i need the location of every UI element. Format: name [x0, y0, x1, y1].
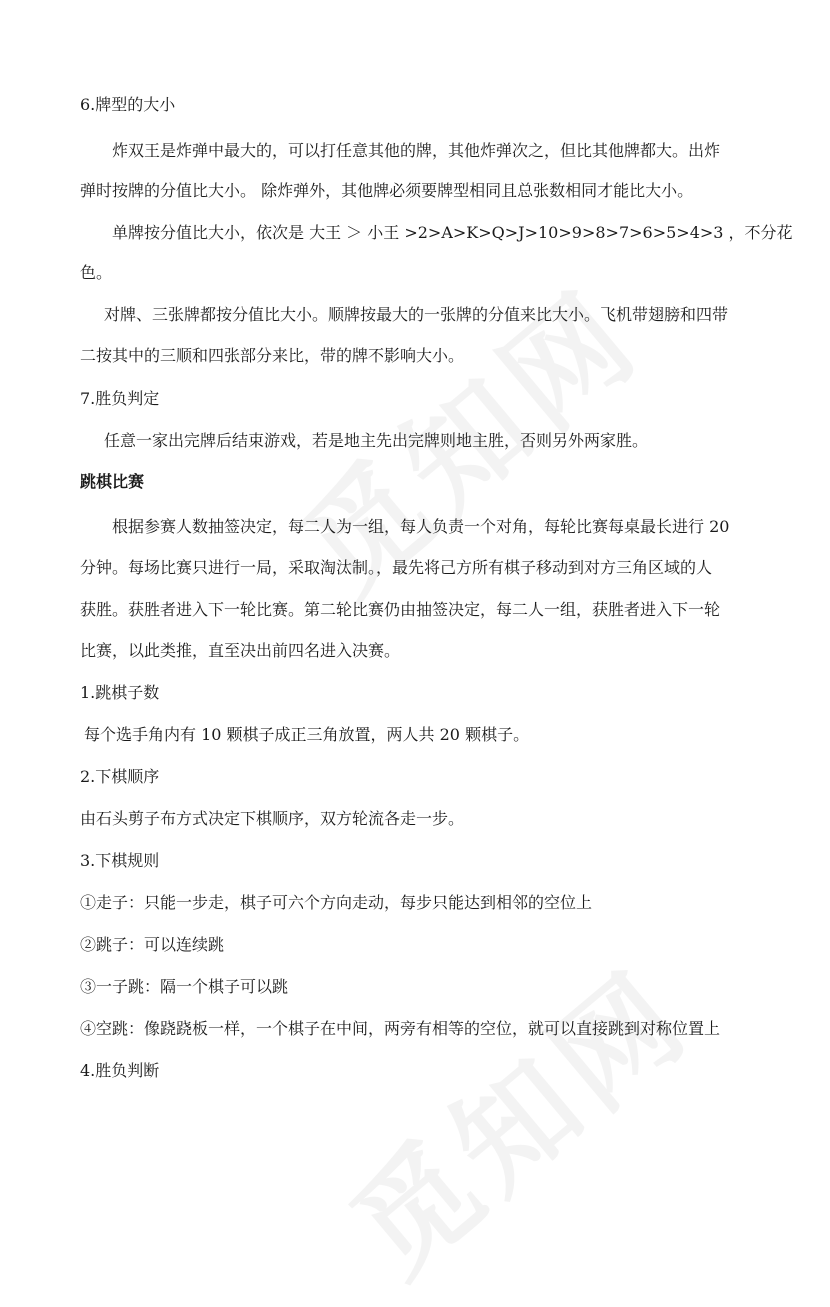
paragraph-line: 任意一家出完牌后结束游戏，若是地主先出完牌则地主胜，否则另外两家胜。 [104, 431, 649, 450]
paragraph-line: 二按其中的三顺和四张部分来比，带的牌不影响大小。 [80, 346, 465, 365]
heading-win-judge: 4.胜负判断 [80, 1061, 160, 1080]
heading-card-rank: 6.牌型的大小 [80, 95, 176, 114]
paragraph-line: 根据参赛人数抽签决定，每二人为一组，每人负责一个对角，每轮比赛每桌最长进行 20 [112, 517, 730, 536]
heading-piece-count: 1.跳棋子数 [80, 683, 160, 702]
heading-move-rules: 3.下棋规则 [80, 851, 160, 870]
paragraph-line: 单牌按分值比大小，依次是 大王 ＞ 小王 >2>A>K>Q>J>10>9>8>7>6>5>4>3 ，不分花 [112, 223, 793, 242]
rule-item: ②跳子：可以连续跳 [80, 935, 225, 954]
rule-item: ①走子：只能一步走，棋子可六个方向走动，每步只能达到相邻的空位上 [80, 893, 593, 912]
paragraph-line: 色。 [80, 263, 113, 282]
paragraph-line: 每个选手角内有 10 颗棋子成正三角放置，两人共 20 颗棋子。 [84, 725, 530, 744]
heading-win-rule: 7.胜负判定 [80, 389, 160, 408]
paragraph-line: 炸双王是炸弹中最大的，可以打任意其他的牌，其他炸弹次之，但比其他牌都大。出炸 [112, 141, 721, 160]
heading-move-order: 2.下棋顺序 [80, 767, 160, 786]
paragraph-line: 比赛，以此类推，直至决出前四名进入决赛。 [80, 641, 401, 660]
paragraph-line: 对牌、三张牌都按分值比大小。顺牌按最大的一张牌的分值来比大小。飞机带翅膀和四带 [104, 305, 729, 324]
paragraph-line: 获胜。获胜者进入下一轮比赛。第二轮比赛仍由抽签决定，每二人一组，获胜者进入下一轮 [80, 600, 721, 619]
section-title-checkers: 跳棋比赛 [80, 472, 145, 491]
rule-item: ③一子跳：隔一个棋子可以跳 [80, 977, 289, 996]
paragraph-line: 由石头剪子布方式决定下棋顺序，双方轮流各走一步。 [80, 809, 465, 828]
paragraph-line: 分钟。每场比赛只进行一局，采取淘汰制。，最先将己方所有棋子移动到对方三角区域的人 [80, 558, 713, 577]
rule-item: ④空跳：像跷跷板一样，一个棋子在中间，两旁有相等的空位，就可以直接跳到对称位置上 [80, 1019, 721, 1038]
paragraph-line: 弹时按牌的分值比大小。 除炸弹外，其他牌必须要牌型相同且总张数相同才能比大小。 [80, 181, 694, 200]
